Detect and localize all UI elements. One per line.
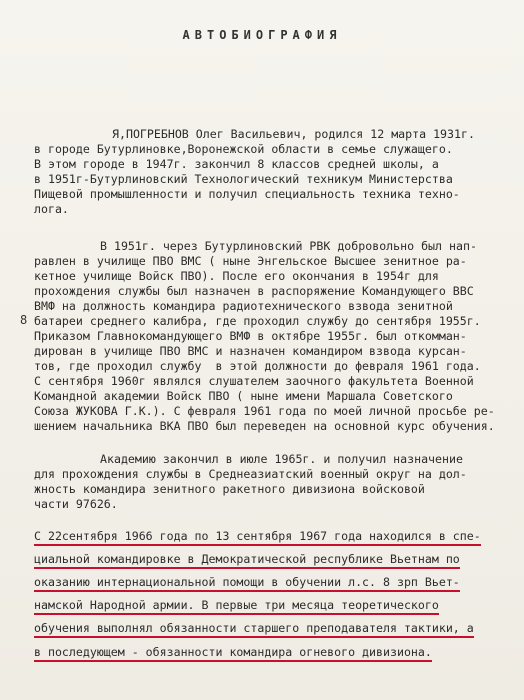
text-line: равлен в училище ПВО ВМС ( ныне Энгельское Высшее зенитное ра-: [34, 254, 467, 268]
text-line: тов, где проходил службу в этой должности до февраля 1961 года.: [34, 359, 481, 373]
text-line: Командной академии Войск ПВО ( ныне имени Маршала Советского: [34, 389, 453, 403]
text-line: батареи среднего калибра, где проходил службу до сентября 1955г.: [34, 314, 481, 328]
text-line: дирован в училище ПВО ВМС и назначен командиром взвода курсан-: [34, 344, 467, 358]
text-line: лога.: [34, 202, 69, 216]
text-line: С сентября 1960г являлся слушателем заочного факультета Военной: [34, 374, 474, 388]
text-line: ВМФ на должность командира радиотехнического взвода зенитной: [34, 299, 453, 313]
underlined-text-line: циальной командировке в Демократической республике Вьетнам по: [34, 552, 460, 567]
text-line: прохождения службы был назначен в распоряжение Командующего ВВС: [34, 284, 474, 298]
document-title: АВТОБИОГРАФИЯ: [182, 28, 342, 42]
text-line: В 1951г. через Бутурлиновский РВК добровольно был нап-: [100, 239, 477, 253]
text-line: Академию закончил в июле 1965г. и получил назначение: [100, 452, 463, 466]
margin-handwritten-mark: 8: [20, 313, 28, 327]
text-line: в городе Бутурлиновке,Воронежской области в семье служащего.: [34, 142, 453, 156]
text-line: Приказом Главнокомандующего ВМФ в октябре 1955г. был откомман-: [34, 329, 467, 343]
text-line: в 1951г-Бутурлиновский Технологический техникум Министерства: [34, 172, 453, 186]
underlined-text-line: С 22сентября 1966 года по 13 сентября 1967 года находился в спе-: [34, 529, 481, 544]
underlined-text-line: намской Народной армии. В первые три месяца теоретического: [34, 598, 439, 613]
underlined-text-line: оказанию интернациональной помощи в обучении л.с. 8 зрп Вьет-: [34, 575, 460, 590]
text-line: Союза ЖУКОВА Г.К.). С февраля 1961 года по моей личной просьбе ре-: [34, 404, 495, 418]
text-line: Я,ПОГРЕБНОВ Олег Васильевич, родился 12 марта 1931г.: [112, 127, 475, 141]
underlined-text-line: обучения выполнял обязанности старшего преподавателя тактики, а: [34, 621, 474, 636]
text-line: для прохождения службы в Среднеазиатский военный округ на дол-: [34, 467, 467, 481]
text-line: В этом городе в 1947г. закончил 8 классов средней школы, а: [34, 157, 439, 171]
underlined-text-line: в последующем - обязанности командира огневого дивизиона.: [34, 645, 432, 660]
text-line: Пищевой промышленности и получил специальность техника техно-: [34, 187, 460, 201]
text-line: шением начальника ВКА ПВО был переведен на основной курс обучения.: [34, 419, 495, 433]
text-line: жность командира зенитного ракетного дивизиона войсковой: [34, 482, 425, 496]
text-line: кетное училище Войск ПВО). После его окончания в 1954г для: [34, 269, 439, 283]
text-line: части 97626.: [34, 497, 118, 511]
